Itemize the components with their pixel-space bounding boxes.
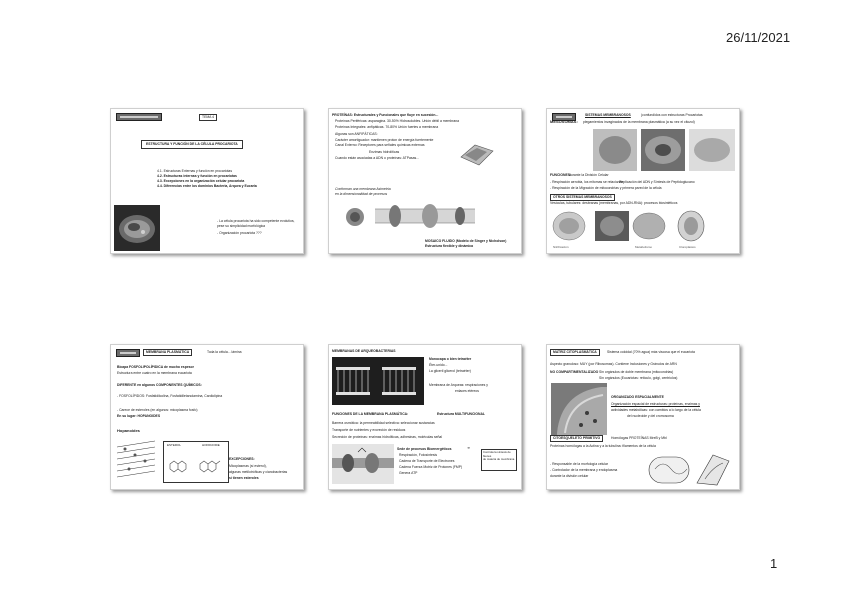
- slide-heading-tail: (confundidos con estructuras Procariotas: [641, 113, 703, 117]
- text-line: enlaces etéreos: [455, 389, 479, 393]
- text-line: Estructura entre cuatro en la membrana eucariota: [117, 371, 192, 375]
- text-line: En su lugar: HOPANOIDES: [117, 414, 161, 418]
- slide-title: ESTRUCTURA Y FUNCIÓN DE LA CÉLULA PROCARIOTA: [141, 140, 243, 149]
- cito-heading: CITOESQUELETO PRIMITIVO: [550, 435, 603, 442]
- funciones-heading: FUNCIONES DE LA MEMBRANA PLASMÁTICA:: [332, 412, 409, 416]
- caption: Nitrificación: [553, 245, 569, 249]
- table-header: HOPANOIDE: [202, 443, 220, 447]
- mesosomas-label: MESOSOMAS:: [550, 119, 578, 124]
- bullet-line: - Responsable de la morfología celular: [550, 462, 609, 466]
- caption: Metabolismo: [635, 245, 653, 249]
- text-line: Proteínas Integrales: anfipáticas. 70-80% Unión fuertes a membrana: [335, 125, 439, 129]
- text-line: en la dimensionalidad de procesos: [335, 192, 388, 196]
- text-line: Aspecto granuloso: MUY (por Ribosomas). Contiene Inclusiones y Gránulos de ARN: [550, 362, 677, 366]
- bullet-line: - Respiración aerobia, los mitomas se relacionan: [550, 180, 624, 184]
- note-box: [481, 449, 517, 471]
- text-line: Conforman una membrana Asimetría: [335, 187, 391, 191]
- bullet-line: durante la división celular: [550, 474, 589, 478]
- text-line: sí tienen esteroles: [229, 476, 259, 480]
- topic-item: 4.3. Excepciones en la organización celular procariota: [157, 179, 245, 183]
- funciones-label: FUNCIONES:: [550, 173, 572, 177]
- text-line: Carácter amortiguador: mantienen proton de energía fuertemente: [335, 138, 434, 142]
- slide-heading: SISTEMAS MEMBRANOSOS: [585, 113, 631, 117]
- cytoplasm-image: [551, 383, 607, 435]
- protein-illustration: [457, 139, 497, 169]
- slide-6: [546, 344, 740, 490]
- membrane-diagram: [335, 197, 515, 237]
- proteins-heading: PROTEÍNAS: Estructurales y Funcionales que fluye en sucesión...: [332, 113, 439, 117]
- topic-item: 4.4. Diferencias entre los dominios Bacteria, Arquea y Eucaria: [157, 184, 257, 188]
- bullet-line: - Controlador de la membrana y endoplasma: [550, 468, 618, 472]
- mosaic-sub: Estructura flexible y dinámica: [425, 244, 474, 248]
- slide-heading: MEMBRANA PLASMÁTICA: [143, 349, 192, 356]
- text-line: Cadena de Transporte de Electrones: [399, 459, 455, 463]
- text-line: Canal Externo: Receptores para señales químicas externas: [335, 143, 425, 147]
- mosaic-label: MOSAICO FLUIDO (Modelo de Singer y Nicholson): [425, 239, 507, 243]
- energy-diagram: [332, 444, 394, 484]
- otros-label: OTROS SISTEMAS MEMBRANOSOS: [550, 194, 615, 201]
- slide-3: [546, 108, 740, 254]
- text-line: Éter-unido...: [429, 363, 448, 367]
- note-line: - Organización procariota ???: [217, 231, 262, 235]
- otros-text: Vesículas, tubulares: desbranas (membranas, por ADN-RNA): procesos biosintéticos: [550, 201, 678, 205]
- text-line: Genera ATP: [399, 471, 418, 475]
- matriz-tail: Sistema coloidal (70% agua) más viscosa que el eucariota: [607, 350, 695, 354]
- archaea-membrane-image: [332, 357, 424, 405]
- text-line: algunas metilotróficas y cianobacterias: [229, 470, 288, 474]
- slide-2: [328, 108, 522, 254]
- text-line: Organización espacial de estructuras: proteínas, enzimas y: [611, 402, 700, 406]
- sede-heading: Sede de procesos Bioenergéticos: [397, 447, 452, 451]
- arrow-icon: ➜: [467, 446, 470, 450]
- table-header: ESTEROL: [167, 443, 182, 447]
- date-label: 26/11/2021: [726, 30, 791, 45]
- tema-box: TEMA 4: [199, 114, 217, 121]
- text-line: Algunas son ANFIPÁTICAS:: [335, 132, 378, 136]
- caption: Cloroplastos: [679, 245, 696, 249]
- text-line: DIFERENTE en algunos COMPONENTES QUÍMICOS:: [117, 383, 202, 387]
- text-line: La gliceril glicerol (tetraéter): [429, 369, 471, 373]
- text-line: Micoplasmas (sí esterol),: [229, 464, 267, 468]
- page-number: 1: [770, 556, 778, 571]
- mesosomas-text: plegamientos invaginados de la membrana plasmática (a su vez el citozol): [583, 120, 695, 124]
- slide-heading: MEMBRANAS DE ARQUEOBACTERIAS: [332, 349, 396, 353]
- excepciones-label: EXCEPCIONES:: [229, 457, 255, 461]
- cytoskeleton-diagram: [647, 449, 735, 487]
- slide-logo: [116, 349, 140, 357]
- funciones-text: durante la División Celular: [569, 173, 609, 177]
- text-line: Barrera osmótica: la permeabilidad selectiva: seleccionar sustancias: [332, 421, 435, 425]
- text-line: Monocapa o bien tetraéter: [429, 357, 472, 361]
- text-line: Sin orgánulos de doble membrana (mitocondrias): [599, 370, 674, 374]
- text-line: Respiración, Fotosíntesis: [399, 453, 438, 457]
- topic-item: 4.1. Estructuras Externas y función en procariotas: [157, 169, 233, 173]
- membrane-cross-section: [115, 437, 161, 485]
- text-line: Cuando están asociadas a ADN o proteínas: ATPasas...: [335, 156, 419, 160]
- slide-heading-tail: Toda la célula... lámina: [207, 350, 242, 354]
- slide-logo: [116, 113, 162, 121]
- slide-1: [110, 108, 304, 254]
- hopanoids-label: Hopanoides: [117, 428, 140, 433]
- bullet-line: - Replicación del ADN y Síntesis de Peptidoglucano: [617, 180, 695, 184]
- mesosome-images: [593, 129, 735, 171]
- matriz-heading: MATRIZ CITOPLASMÁTICA: [550, 349, 600, 356]
- note-line: Controla la síntesis de bienes: [483, 450, 511, 458]
- text-line: Membrana de Arqueas: respiraciones y: [429, 383, 488, 387]
- text-line: Cadena Fuerza Motriz de Protones (FMP): [399, 465, 463, 469]
- sterol-table: [163, 441, 229, 483]
- organizado-heading: ORGANIZADO ESPACIALMENTE: [611, 395, 664, 399]
- note-line: de materia de membrana: [483, 457, 515, 462]
- text-line: actividades metabólicas: con cambios a lo largo de la célula: [611, 408, 701, 412]
- text-line: Transporte de nutrientes y excreción de residuos: [332, 428, 406, 432]
- text-line: Proteínas Periféricas: asparagina. 30-50% Hidrosolubles. Unión débil a membrana: [335, 119, 460, 123]
- funciones-tail: Estructura MULTIFUNCIONAL: [437, 412, 485, 416]
- text-line: Sin orgánulos (Eucariotas: retículo, golgi, centriolos): [599, 376, 678, 380]
- bullet-line: - Respiración de la Migración de mitocondrias y primera pared de la célula: [550, 186, 662, 190]
- note-line: pese su simplicidad morfológica: [217, 224, 266, 228]
- text-line: - FOSFOLÍPIDOS: Fosfatidilcolina, Fosfatidiletanolamina, Cardiolipina: [117, 394, 223, 398]
- membrane-systems-images: [551, 209, 735, 243]
- nocompart-label: NO COMPARTIMENTALIZADO: [550, 370, 599, 374]
- text-line: del nucleoide y del cromosoma: [627, 414, 674, 418]
- molecule-structures: [166, 450, 226, 480]
- bicapa-line: Bicapa FOSFOLIPOLÍPIDICA de mucho espesor: [117, 365, 194, 369]
- text-line: Secreción de proteínas: enzimas hidrolíticas, adhesinas, moléculas señal: [332, 435, 443, 439]
- topic-item: 4.2. Estructuras internas y función en procariotas: [157, 174, 237, 178]
- slide-4: [110, 344, 304, 490]
- slide-5: [328, 344, 522, 490]
- note-line: - La célula procariota ha sido competente evolutiva,: [217, 219, 295, 223]
- cito-tail: Homólogas PROTEÍNAS MreB y Mbl: [611, 436, 667, 440]
- text-line: Proteínas homólogas a la Actina y a la tubulina: filamentos de la célula: [550, 444, 656, 448]
- text-line: - Carece de esteroles (en algunos: micoplasma fosfo): [117, 408, 198, 412]
- cell-image: [114, 205, 160, 251]
- text-line: Enzimas hidrolíticas: [369, 150, 400, 154]
